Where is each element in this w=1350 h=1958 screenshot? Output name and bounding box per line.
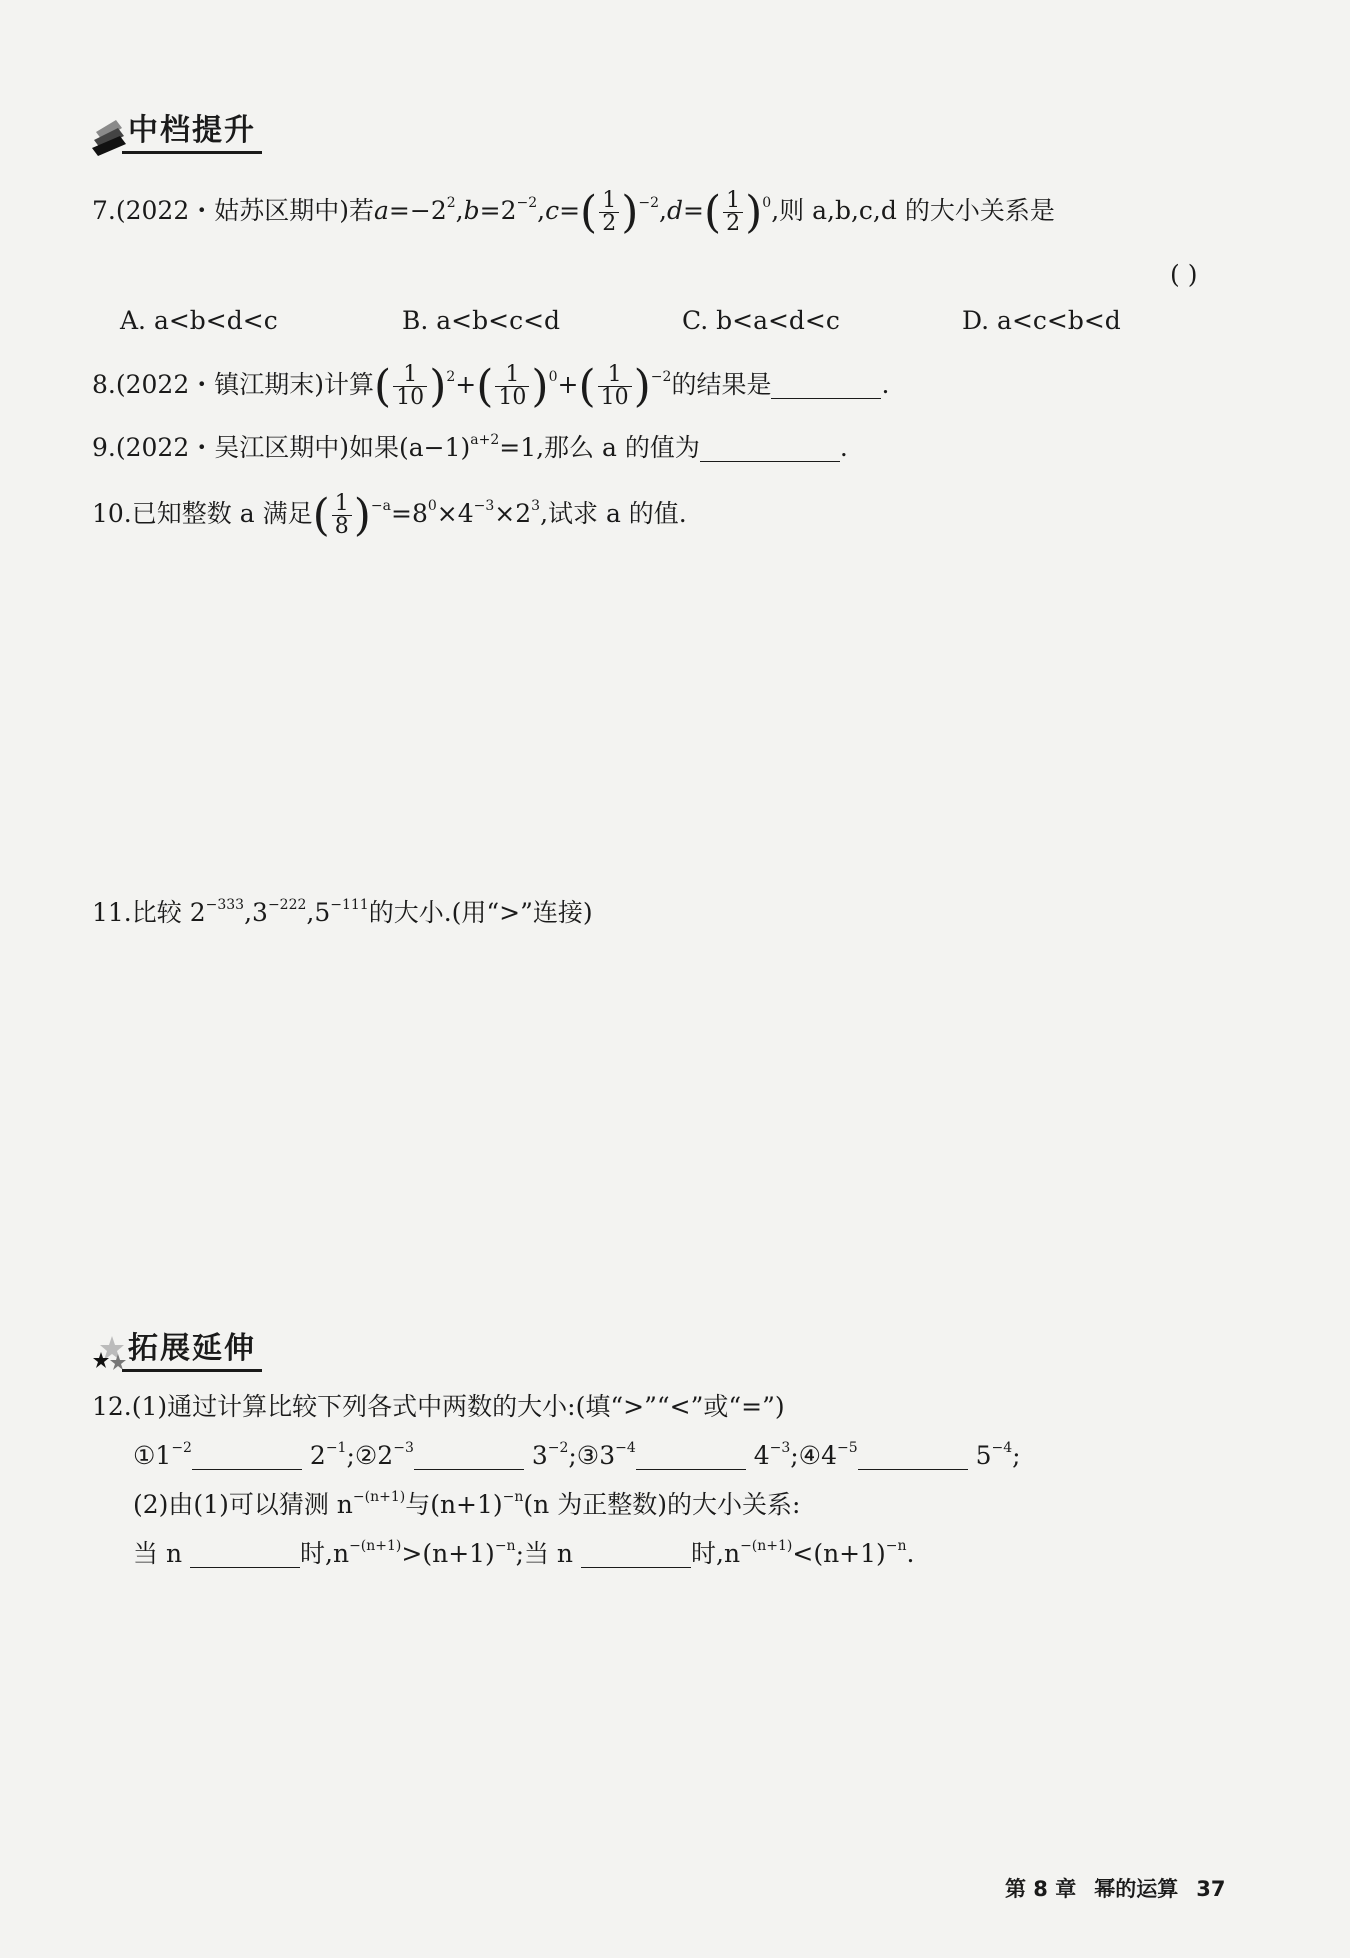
fraction: $\frac{1}{10}$ bbox=[393, 364, 427, 409]
fraction: $\frac{1}{10}$ bbox=[495, 364, 529, 409]
book-stack-icon bbox=[92, 114, 122, 154]
section-header-1 bbox=[92, 104, 262, 154]
option-d: D. a<c<b<d bbox=[962, 306, 1121, 335]
section-title: 中档提升 bbox=[122, 105, 262, 154]
stars-icon bbox=[92, 1332, 122, 1372]
question-12-answer: 当 n 时$,n^{-(n+1)}>(n+1)^{-n}$;当 n 时$,n^{-(n+1)}<(n+1)^{-n}$. bbox=[133, 1538, 915, 1568]
answer-blank[interactable] bbox=[700, 435, 840, 462]
chapter-title: 幂的运算 bbox=[1094, 1877, 1179, 1901]
question-9: 9.(2022・吴江区期中)如果$(a-1)^{a+2}=1$,那么 a 的值为 . bbox=[92, 432, 848, 462]
question-8: 8.(2022・镇江期末)计算( $\frac{1}{10}$ )$^2$+( $\frac{1}{10}$ )$^0$+( $\frac{1}{10}$ )$^{-2}$的结果是 . bbox=[92, 361, 890, 412]
answer-blank[interactable] bbox=[581, 1541, 691, 1568]
answer-blank[interactable] bbox=[192, 1443, 302, 1470]
answer-blank[interactable] bbox=[636, 1443, 746, 1470]
option-b: B. a<b<c<d bbox=[402, 306, 561, 335]
answer-blank[interactable] bbox=[858, 1443, 968, 1470]
question-number: 7. bbox=[92, 196, 116, 225]
option-c: C. b<a<d<c bbox=[682, 306, 840, 335]
answer-blank[interactable] bbox=[190, 1541, 300, 1568]
fraction: $\frac{1}{8}$ bbox=[332, 493, 352, 538]
question-12-compare: $①1^{-2}$ $2^{-1};②2^{-3}$ $3^{-2};③3^{-4}$ $4^{-3};④4^{-5}$ $5^{-4}$; bbox=[133, 1440, 1021, 1470]
section-header-2 bbox=[92, 1322, 262, 1372]
fraction: $\frac{1}{10}$ bbox=[598, 364, 632, 409]
answer-blank[interactable] bbox=[414, 1443, 524, 1470]
answer-paren: ( ) bbox=[1170, 260, 1198, 289]
section-title: 拓展延伸 bbox=[122, 1323, 262, 1372]
answer-blank[interactable] bbox=[771, 372, 881, 399]
chapter-label: 第 8 章 bbox=[1005, 1877, 1077, 1901]
question-11: 11.比较 $2^{-333},3^{-222},5^{-111}$的大小.(用“>”连接) bbox=[92, 897, 593, 927]
question-12-part2: (2)由(1)可以猜测 $n^{-(n+1)}$与$(n+1)^{-n}(n$ 为正整数)的大小关系: bbox=[133, 1489, 801, 1519]
page-number: 37 bbox=[1196, 1877, 1226, 1901]
page-footer bbox=[1005, 1873, 1243, 1903]
question-10: 10.已知整数 a 满足( $\frac{1}{8}$ )$^{-a}=8^0\times 4^{-3}\times 2^3$,试求 a 的值. bbox=[92, 490, 687, 541]
question-source: (2022・姑苏区期中) bbox=[115, 196, 349, 225]
question-7: 7.(2022・姑苏区期中)若$a=-2^2,b=2^{-2},c=$( $\frac{1}{2}$ )$^{-2}$,d=( $\frac{1}{2}$ )$^0$,则 a,b,c,d 的大小关系是 bbox=[92, 187, 1055, 238]
option-a: A. a<b<d<c bbox=[120, 306, 278, 335]
fraction: $\frac{1}{2}$ bbox=[599, 190, 619, 235]
fraction: $\frac{1}{2}$ bbox=[723, 190, 743, 235]
question-12: 12.(1)通过计算比较下列各式中两数的大小:(填“>”“<”或“=”) bbox=[92, 1392, 785, 1421]
